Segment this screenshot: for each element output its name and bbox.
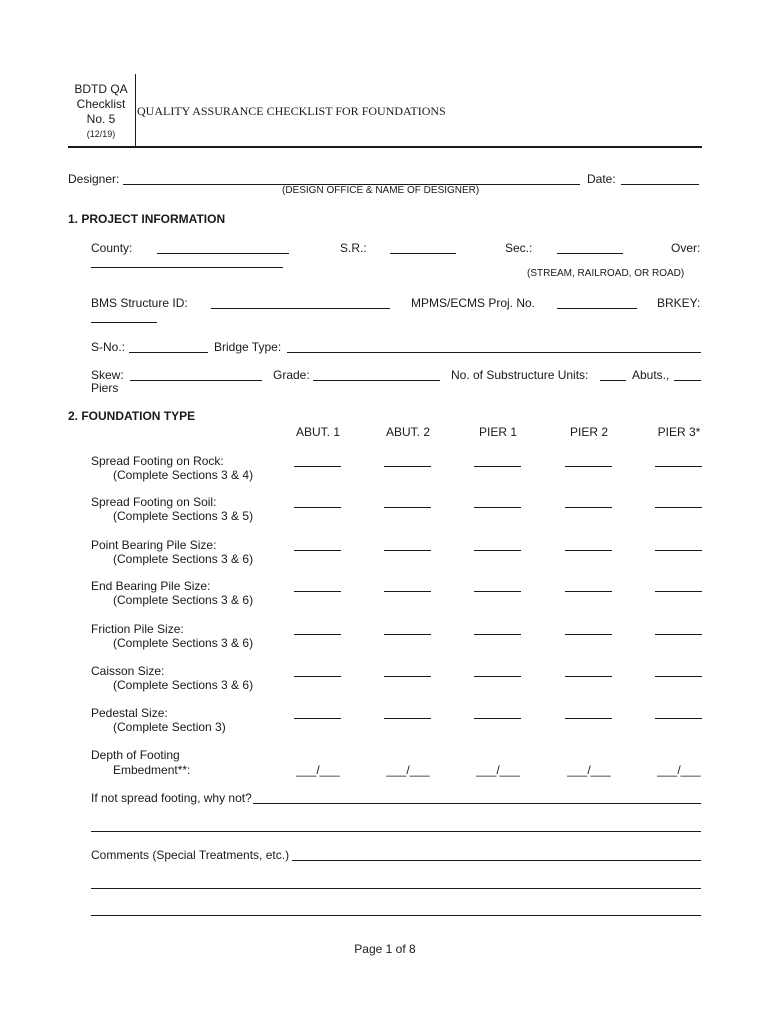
foundation-entry-field[interactable]: [474, 466, 521, 467]
foundation-entry-field[interactable]: [474, 507, 521, 508]
grade-field[interactable]: [313, 380, 440, 381]
foundation-entry-field[interactable]: [655, 507, 702, 508]
sr-field[interactable]: [390, 253, 456, 254]
comments-field-line3[interactable]: [91, 915, 701, 916]
foundation-row-note: (Complete Sections 3 & 6): [113, 552, 254, 566]
foundation-entry-field[interactable]: [384, 634, 431, 635]
comments-label: Comments (Special Treatments, etc.): [91, 848, 290, 862]
foundation-row-label: Spread Footing on Soil:: [91, 495, 217, 509]
sr-label: S.R.:: [340, 241, 367, 255]
piers-label: Piers: [91, 381, 119, 395]
bms-field[interactable]: [211, 308, 390, 309]
foundation-entry-field[interactable]: [474, 718, 521, 719]
depth-entry-field[interactable]: ___/___: [296, 763, 340, 777]
foundation-entry-field[interactable]: [474, 550, 521, 551]
foundation-entry-field[interactable]: [565, 550, 612, 551]
foundation-entry-field[interactable]: [474, 591, 521, 592]
foundation-entry-field[interactable]: [294, 507, 341, 508]
substructure-field[interactable]: [600, 380, 626, 381]
page-title: QUALITY ASSURANCE CHECKLIST FOR FOUNDATIONS: [137, 104, 446, 118]
comments-field[interactable]: [292, 860, 701, 861]
substructure-label: No. of Substructure Units:: [451, 368, 589, 382]
skew-field[interactable]: [130, 380, 262, 381]
foundation-entry-field[interactable]: [294, 634, 341, 635]
foundation-entry-field[interactable]: [294, 466, 341, 467]
foundation-row-label: Pedestal Size:: [91, 706, 168, 720]
foundation-entry-field[interactable]: [384, 507, 431, 508]
foundation-entry-field[interactable]: [384, 676, 431, 677]
abuts-field[interactable]: [674, 380, 701, 381]
date-label: Date:: [587, 172, 616, 186]
foundation-entry-field[interactable]: [655, 634, 702, 635]
county-label: County:: [91, 241, 133, 255]
not-spread-field[interactable]: [253, 803, 701, 804]
foundation-entry-field[interactable]: [655, 591, 702, 592]
over-label: Over:: [671, 241, 701, 255]
foundation-entry-field[interactable]: [565, 591, 612, 592]
header-box-line3: No. 5: [86, 112, 116, 126]
bridge-type-label: Bridge Type:: [214, 340, 282, 354]
bms-label: BMS Structure ID:: [91, 296, 188, 310]
brkey-field[interactable]: [91, 322, 157, 323]
header-box-line2: Checklist: [76, 97, 126, 111]
header-box-line1: BDTD QA: [74, 82, 128, 96]
sno-label: S-No.:: [91, 340, 126, 354]
date-field[interactable]: [621, 184, 699, 185]
depth-label-line1: Depth of Footing: [91, 748, 180, 762]
designer-note: (DESIGN OFFICE & NAME OF DESIGNER): [282, 185, 480, 196]
foundation-entry-field[interactable]: [384, 550, 431, 551]
foundation-entry-field[interactable]: [474, 676, 521, 677]
mpms-label: MPMS/ECMS Proj. No.: [411, 296, 536, 310]
foundation-entry-field[interactable]: [384, 466, 431, 467]
mpms-field[interactable]: [557, 308, 637, 309]
foundation-row-label: End Bearing Pile Size:: [91, 579, 211, 593]
foundation-entry-field[interactable]: [474, 634, 521, 635]
foundation-entry-field[interactable]: [294, 591, 341, 592]
column-header: PIER 3*: [657, 425, 701, 439]
not-spread-field-line2[interactable]: [91, 831, 701, 832]
foundation-row-label: Friction Pile Size:: [91, 622, 184, 636]
foundation-row-label: Point Bearing Pile Size:: [91, 538, 217, 552]
foundation-entry-field[interactable]: [655, 718, 702, 719]
foundation-entry-field[interactable]: [655, 466, 702, 467]
not-spread-label: If not spread footing, why not?: [91, 791, 252, 805]
foundation-row-note: (Complete Sections 3 & 6): [113, 636, 254, 650]
skew-label: Skew:: [91, 368, 124, 382]
designer-label: Designer:: [68, 172, 120, 186]
foundation-entry-field[interactable]: [294, 550, 341, 551]
county-field[interactable]: [157, 253, 289, 254]
foundation-entry-field[interactable]: [565, 634, 612, 635]
foundation-row-note: (Complete Sections 3 & 6): [113, 593, 254, 607]
foundation-entry-field[interactable]: [384, 718, 431, 719]
foundation-entry-field[interactable]: [384, 591, 431, 592]
page-number: Page 1 of 8: [354, 942, 416, 956]
section2-title: 2. FOUNDATION TYPE: [68, 409, 196, 423]
over-field[interactable]: [91, 267, 283, 268]
grade-label: Grade:: [273, 368, 310, 382]
column-header: ABUT. 1: [295, 425, 340, 439]
foundation-entry-field[interactable]: [565, 718, 612, 719]
bridge-type-field[interactable]: [287, 352, 701, 353]
brkey-label: BRKEY:: [657, 296, 701, 310]
depth-entry-field[interactable]: ___/___: [657, 763, 701, 777]
depth-label-line2: Embedment**:: [113, 763, 191, 777]
foundation-row-note: (Complete Section 3): [113, 720, 226, 734]
foundation-row-note: (Complete Sections 3 & 6): [113, 678, 254, 692]
abuts-label: Abuts.,: [632, 368, 670, 382]
foundation-row-note: (Complete Sections 3 & 5): [113, 509, 254, 523]
over-note: (STREAM, RAILROAD, OR ROAD): [527, 268, 685, 279]
foundation-row-label: Spread Footing on Rock:: [91, 454, 224, 468]
sno-field[interactable]: [129, 352, 208, 353]
foundation-entry-field[interactable]: [565, 507, 612, 508]
foundation-entry-field[interactable]: [565, 676, 612, 677]
column-header: PIER 2: [569, 425, 608, 439]
sec-label: Sec.:: [505, 241, 533, 255]
depth-entry-field[interactable]: ___/___: [476, 763, 520, 777]
foundation-entry-field[interactable]: [655, 550, 702, 551]
foundation-row-note: (Complete Sections 3 & 4): [113, 468, 254, 482]
foundation-row-label: Caisson Size:: [91, 664, 165, 678]
depth-entry-field[interactable]: ___/___: [386, 763, 430, 777]
header-box-date: (12/19): [86, 129, 116, 139]
section1-title: 1. PROJECT INFORMATION: [68, 212, 226, 226]
foundation-entry-field[interactable]: [565, 466, 612, 467]
foundation-entry-field[interactable]: [655, 676, 702, 677]
comments-field-line2[interactable]: [91, 888, 701, 889]
sec-field[interactable]: [557, 253, 623, 254]
depth-entry-field[interactable]: ___/___: [567, 763, 611, 777]
header-rule: [68, 146, 702, 148]
column-header: ABUT. 2: [385, 425, 430, 439]
column-header: PIER 1: [478, 425, 517, 439]
foundation-entry-field[interactable]: [294, 676, 341, 677]
header-divider: [135, 74, 136, 146]
foundation-entry-field[interactable]: [294, 718, 341, 719]
